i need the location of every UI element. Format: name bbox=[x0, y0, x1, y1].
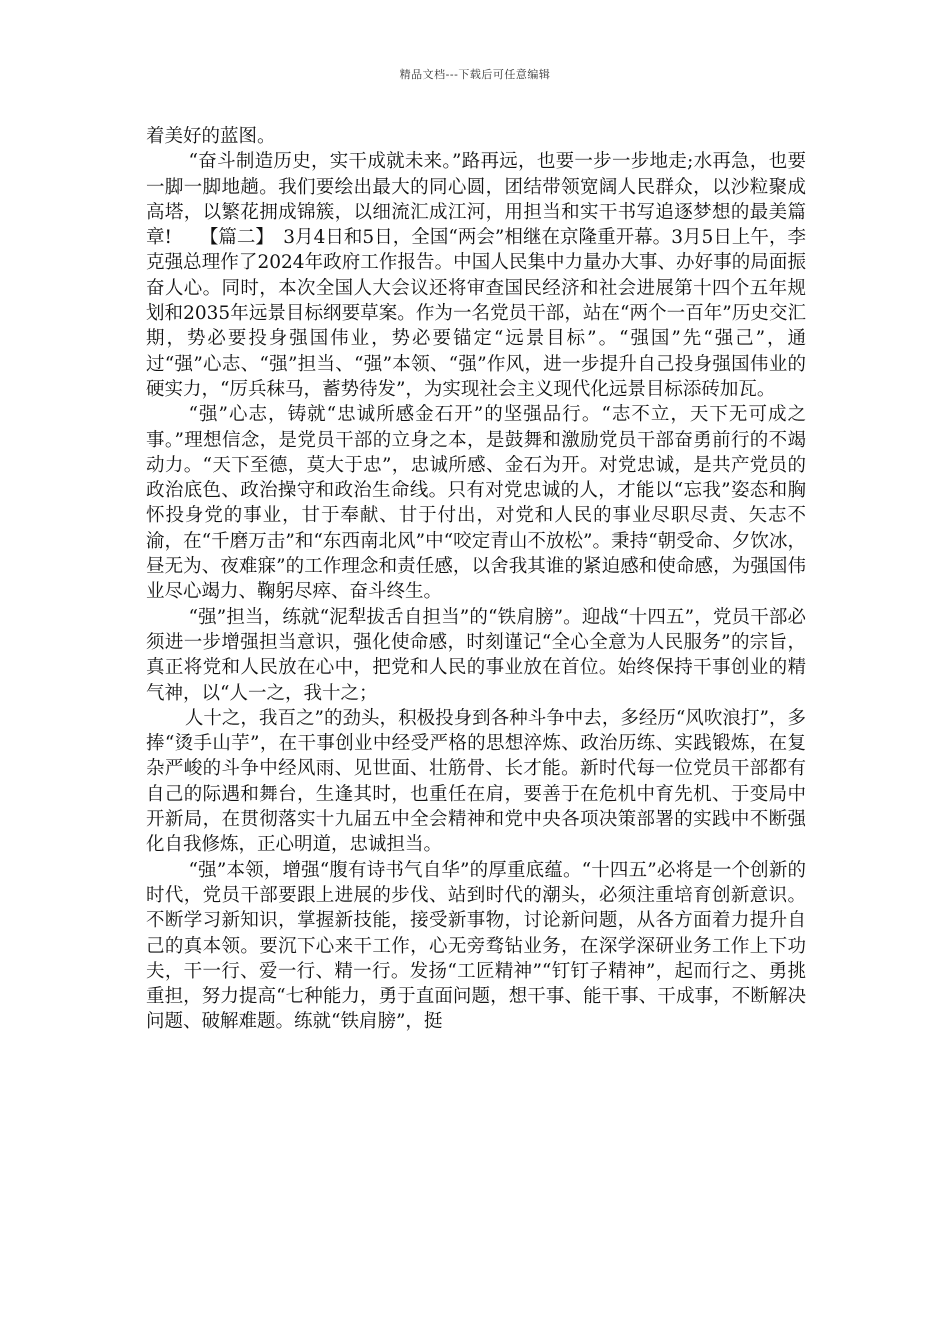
paragraph-3: “强”担当，练就“泥犁拔舌自担当”的“铁肩膀”。迎战“十四五”，党员干部必须进一步增强担当意识，强化使命感，时刻谨记“全心全意为人民服务”的宗旨，真正将党和人民放在心中，把党和人民的事业放在首位。始终保持干事创业的精气神，以“人一之，我十之； bbox=[146, 606, 806, 704]
page-header: 精品文档---下载后可任意编辑 bbox=[399, 68, 551, 81]
paragraph-5: “强”本领，增强“腹有诗书气自华”的厚重底蕴。“十四五”必将是一个创新的时代，党员干部要跟上进展的步伐、站到时代的潮头，必须注重培育创新意识。不断学习新知识，掌握新技能，接受新事物，讨论新问题，从各方面着力提升自己的真本领。要沉下心来干工作，心无旁骛钻业务，在深学深研业务工作上下功夫，干一行、爱一行、精一行。发扬“工匠精神”“钉钉子精神”，起而行之、勇挑重担，努力提高“七种能力，勇于直面问题，想干事、能干事、干成事，不断解决问题、破解难题。练就“铁肩膀”，挺 bbox=[146, 859, 806, 1033]
document-body bbox=[146, 124, 806, 1035]
paragraph-4: 人十之，我百之”的劲头，积极投身到各种斗争中去，多经历“风吹浪打”，多捧“烫手山芋”，在干事创业中经受严格的思想淬炼、政治历练、实践锻炼，在复杂严峻的斗争中经风雨、见世面、壮筋骨、长才能。新时代每一位党员干部都有自己的际遇和舞台，生逢其时，也重任在肩，要善于在危机中育先机、于变局中开新局，在贯彻落实十九届五中全会精神和党中央各项决策部署的实践中不断强化自我修炼，正心明道，忠诚担当。 bbox=[146, 707, 806, 856]
paragraph-0: 着美好的蓝图。 bbox=[146, 126, 276, 147]
paragraph-2: “强”心志，铸就“忠诚所感金石开”的坚强品行。“志不立，天下无可成之事。”理想信念，是党员干部的立身之本，是鼓舞和激励党员干部奋勇前行的不竭动力。“天下至德，莫大于忠”，忠诚所感、金石为开。对党忠诚，是共产党员的政治底色、政治操守和政治生命线。只有对党忠诚的人，才能以“忘我”姿态和胸怀投身党的事业，甘于奉献、甘于付出，对党和人民的事业尽职尽责、矢志不渝，在“千磨万击”和“东西南北风”中“咬定青山不放松”。秉持“朝受命、夕饮冰，昼无为、夜难寐”的工作理念和责任感，以舍我其谁的紧迫感和使命感，为强国伟业尽心竭力、鞠躬尽瘁、奋斗终生。 bbox=[146, 404, 806, 603]
paragraph-1: “奋斗制造历史，实干成就未来。”路再远，也要一步一步地走;水再急，也要一脚一脚地趟。我们要绘出最大的同心圆，团结带领宽阔人民群众，以沙粒聚成高塔，以繁花拥成锦簇，以细流汇成江河，用担当和实干书写追逐梦想的最美篇章! 【篇二】 3月4日和5日，全国“两会”相继在京隆重开幕。3月5日上午，李克强总理作了2024年政府工作报告。中国人民集中力量办大事、办好事的局面振奋人心。同时，本次全国人大会议还将审查国民经济和社会进展第十四个五年规划和2035年远景目标纲要草案。作为一名党员干部，站在“两个一百年”历史交汇期，势必要投身强国伟业，势必要锚定“远景目标”。“强国”先“强己”，通过“强”心志、“强”担当、“强”本领、“强”作风，进一步提升自己投身强国伟业的硬实力，“厉兵秣马，蓄势待发”，为实现社会主义现代化远景目标添砖加瓦。 bbox=[146, 151, 806, 400]
